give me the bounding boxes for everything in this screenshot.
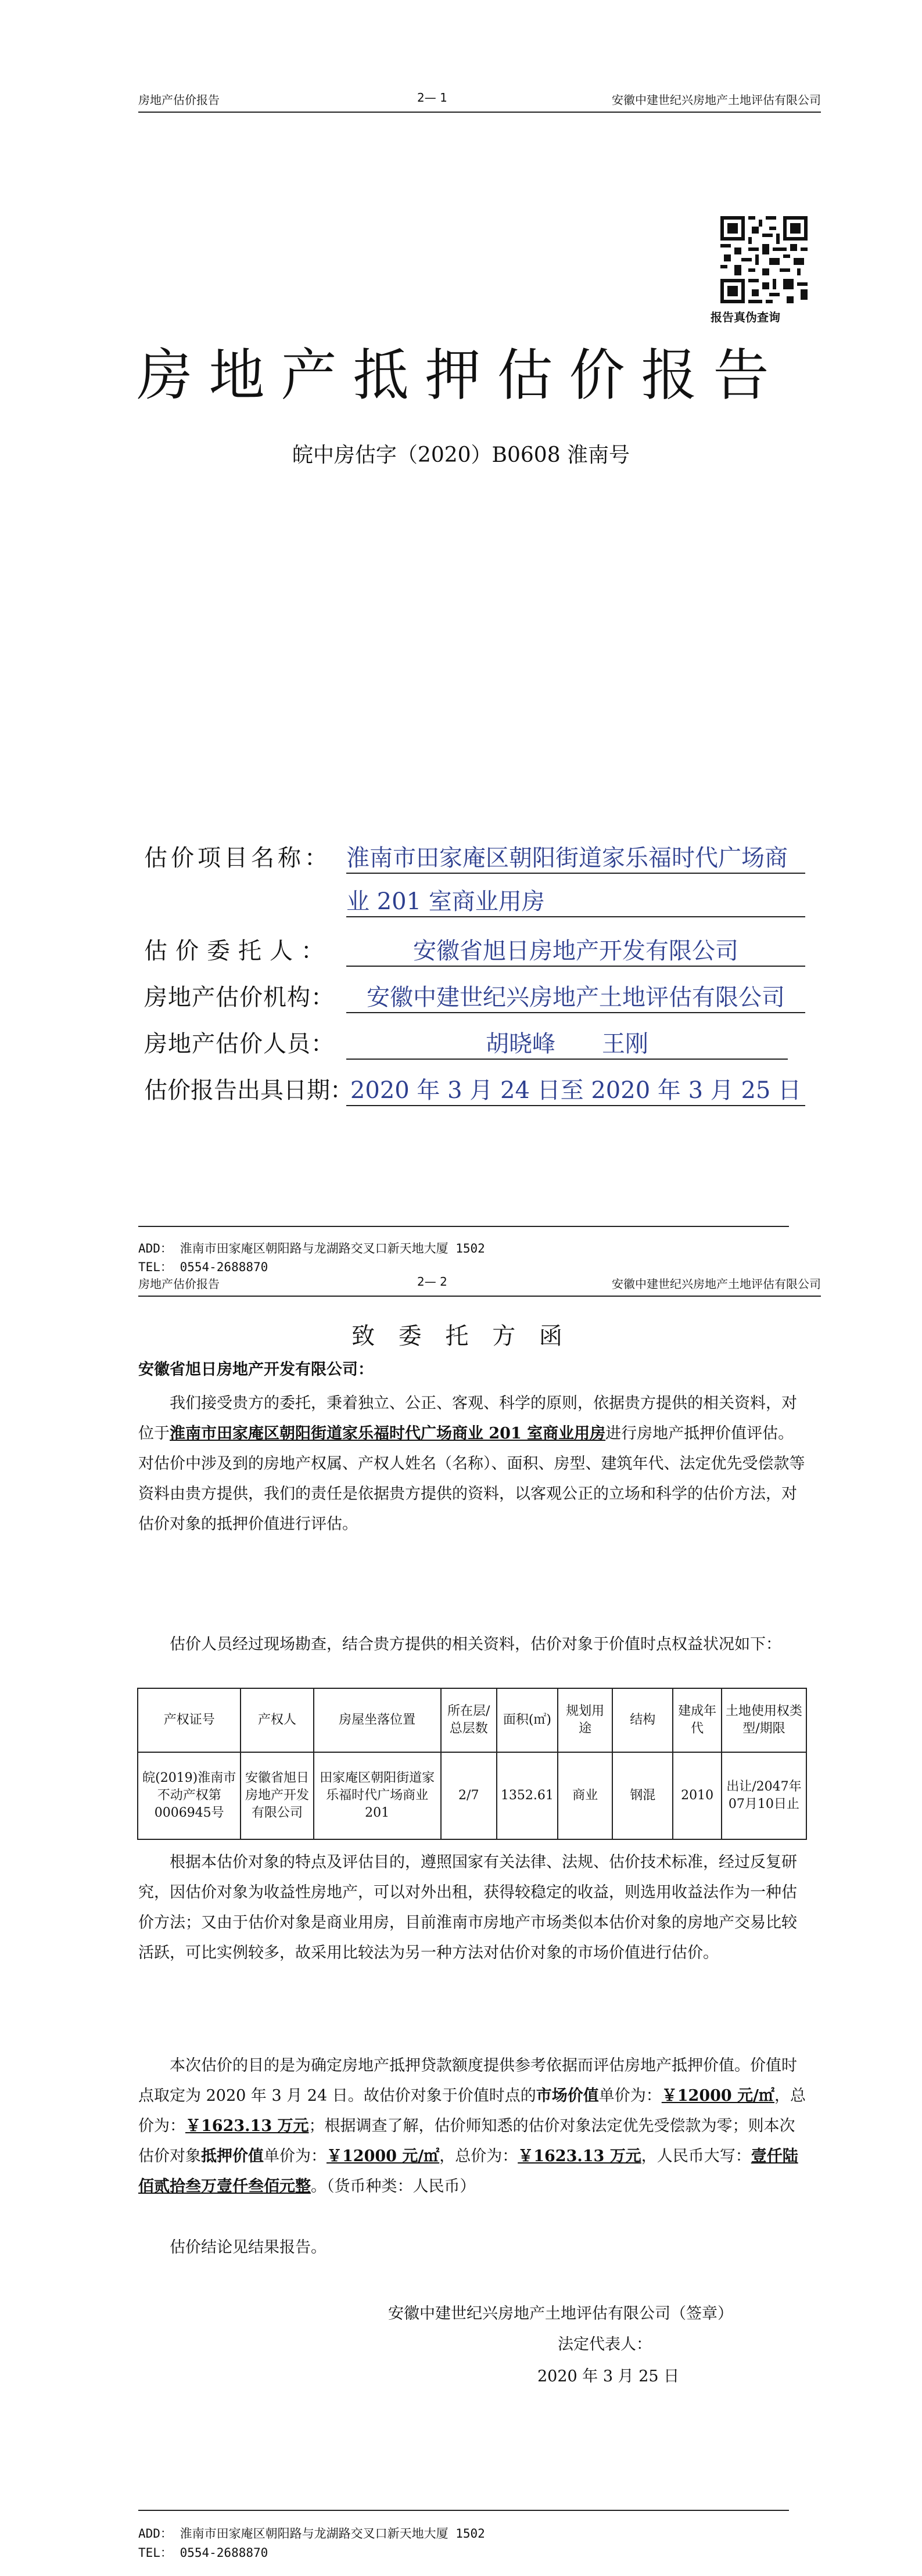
client-value: 安徽省旭日房地产开发有限公司 (346, 932, 805, 967)
table-header: 建成年代 (673, 1688, 721, 1752)
table-cell: 安徽省旭日房地产开发有限公司 (241, 1752, 313, 1839)
letter-title: 致 委 托 方 函 (351, 1323, 571, 1350)
page-header (138, 87, 821, 113)
table-cell: 田家庵区朝阳街道家乐福时代广场商业201 (314, 1752, 441, 1839)
signature-representative: 法定代表人： (558, 2335, 652, 2353)
staff-row (144, 1025, 347, 1059)
org-row (144, 979, 347, 1012)
client-label: 估价委托人： (144, 938, 332, 964)
paragraph-methods: 根据本估价对象的特点及评估目的，遵照国家有关法律、法规、估价技术标准，经过反复研究，因估价对象为收益性房地产，可以对外出租，获得较稳定的收益，则选用收益法作为一种估价方法；又由于估价对象是商业用房，目前淮南市房地产市场类似本估价对象的房地产交易比较活跃，可比实例较多，故采用比较法为另一种方法对估价对象的市场价值进行估价。 (138, 1853, 797, 1962)
table-header: 产权证号 (138, 1688, 241, 1752)
market-total-price: ￥1623.13 万元 (185, 2117, 309, 2135)
table-header: 规划用途 (558, 1688, 612, 1752)
table-cell: 出让/2047年07月10日止 (722, 1752, 806, 1839)
footer-tel: TEL： 0554-2688870 (138, 2546, 268, 2560)
org-value: 安徽中建世纪兴房地产土地评估有限公司 (346, 979, 805, 1013)
footer-rule (138, 2510, 789, 2511)
project-value-line2: 业 201 室商业用房 (346, 883, 805, 917)
qr-code-icon (720, 216, 808, 303)
footer-address: ADD： 淮南市田家庵区朝阳路与龙湖路交叉口新天地大厦 1502 (138, 1242, 485, 1255)
project-value-line1: 淮南市田家庵区朝阳街道家乐福时代广场商 (346, 839, 805, 874)
mortgage-unit-price: ￥12000 元/㎡ (327, 2147, 440, 2165)
paragraph-intro: 我们接受贵方的委托，秉着独立、公正、客观、科学的原则，依据贵方提供的相关资料，对位于淮南市田家庵区朝阳街道家乐福时代广场商业 201 室商业用房进行房地产抵押价值评估。对估价中涉及到的房地产权属、产权人姓名（名称）、面积、房型、建筑年代、法定优先受偿款等资料由贵方提供，我们的责任是依据贵方提供的资料，以客观公正的立场和科学的估价方法，对估价对象的抵押价值进行评估。 (138, 1394, 805, 1533)
staff-value: 胡晓峰 王刚 (346, 1025, 788, 1060)
table-cell: 2/7 (441, 1752, 497, 1839)
table-cell: 商业 (558, 1752, 612, 1839)
paragraph-conclusion: 本次估价的目的是为确定房地产抵押贷款额度提供参考依据而评估房地产抵押价值。价值时点取定为 2020 年 3 月 24 日。故估价对象于价值时点的市场价值单价为：￥12000 元/㎡，总价为：￥1623.13 万元；根据调查了解，估价师知悉的估价对象法定优先受偿款为零；则本次估价对象抵押价值单价为：￥12000 元/㎡，总价为：￥1623.13 万元，人民币大写：壹仟陆佰贰拾叁万壹仟叁佰元整。（货币种类：人民币） (138, 2057, 806, 2195)
header-left: 房地产估价报告 (138, 1277, 220, 1291)
table-cell: 钢混 (612, 1752, 673, 1839)
paragraph-rights: 估价人员经过现场勘查，结合贵方提供的相关资料，估价对象于价值时点权益状况如下： (170, 1635, 781, 1653)
footer-rule (138, 1226, 789, 1227)
header-page-number: 2— 2 (417, 1275, 447, 1289)
table-header: 面积(㎡) (497, 1688, 558, 1752)
org-label: 房地产估价机构： (144, 984, 335, 1011)
date-value: 2020 年 3 月 24 日至 2020 年 3 月 25 日 (346, 1072, 805, 1106)
table-header: 土地使用权类型/期限 (722, 1688, 806, 1752)
staff-label: 房地产估价人员： (144, 1031, 335, 1057)
ownership-table (137, 1688, 807, 1840)
report-number: 皖中房估字（2020）B0608 淮南号 (292, 443, 630, 467)
market-unit-price: ￥12000 元/㎡ (661, 2087, 774, 2105)
table-cell: 1352.61 (497, 1752, 558, 1839)
footer-address: ADD： 淮南市田家庵区朝阳路与龙湖路交叉口新天地大厦 1502 (138, 2527, 485, 2541)
page-header (138, 1271, 821, 1297)
mortgage-total-price: ￥1623.13 万元 (518, 2147, 641, 2165)
table-cell: 2010 (673, 1752, 721, 1839)
project-label: 估价项目名称： (144, 845, 331, 871)
amount-in-words: 壹仟陆佰贰拾叁万壹仟叁佰元整 (138, 2147, 798, 2195)
qr-caption: 报告真伪查询 (711, 310, 780, 324)
addressee: 安徽省旭日房地产开发有限公司： (138, 1361, 374, 1379)
property-address: 淮南市田家庵区朝阳街道家乐福时代广场商业 201 室商业用房 (170, 1425, 606, 1443)
date-row (144, 1072, 353, 1105)
header-company: 安徽中建世纪兴房地产土地评估有限公司 (612, 1277, 821, 1291)
header-page-number: 2— 1 (417, 91, 447, 105)
client-row (144, 932, 347, 966)
paragraph-closing: 估价结论见结果报告。 (170, 2238, 327, 2256)
footer-tel: TEL： 0554-2688870 (138, 1260, 268, 1274)
header-company: 安徽中建世纪兴房地产土地评估有限公司 (612, 93, 821, 107)
table-header: 产权人 (241, 1688, 313, 1752)
header-left: 房地产估价报告 (138, 93, 220, 107)
report-title: 房地产抵押估价报告 (137, 343, 785, 408)
table-header-row (138, 1688, 806, 1752)
table-row (138, 1752, 806, 1839)
table-header: 结构 (612, 1688, 673, 1752)
signature-company: 安徽中建世纪兴房地产土地评估有限公司（签章） (388, 2305, 733, 2323)
project-row (144, 839, 347, 873)
table-cell: 皖(2019)淮南市不动产权第0006945号 (138, 1752, 241, 1839)
table-header: 房屋坐落位置 (314, 1688, 441, 1752)
signature-date: 2020 年 3 月 25 日 (537, 2367, 680, 2385)
date-label: 估价报告出具日期： (144, 1077, 353, 1104)
table-header: 所在层/总层数 (441, 1688, 497, 1752)
